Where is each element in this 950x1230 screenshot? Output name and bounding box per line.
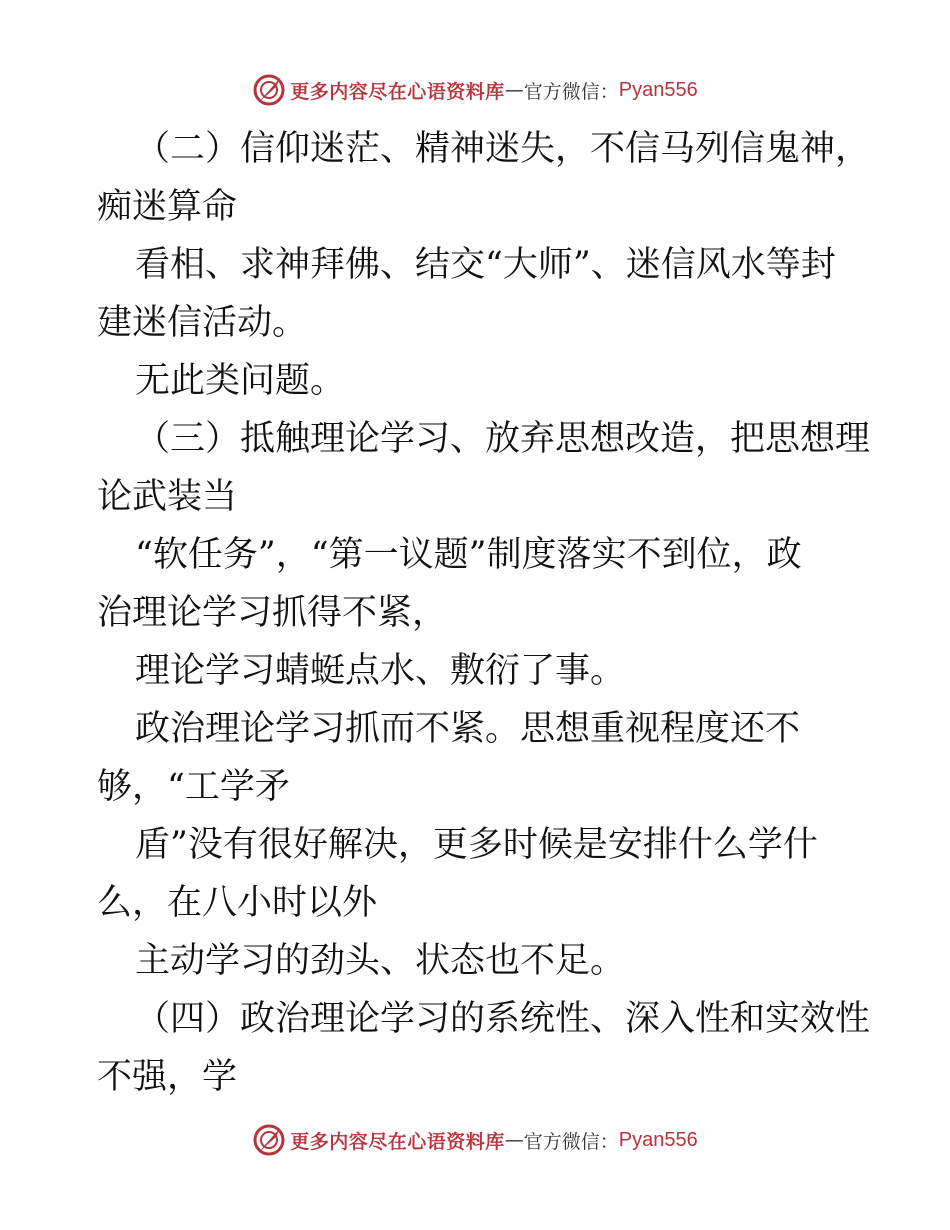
text-line: 不强，学	[97, 1057, 238, 1097]
watermark-wechat-label: 官方微信：	[523, 80, 619, 103]
text-line: 看相、求神拜佛、结交“大师”、迷信风水等封	[135, 245, 836, 285]
text-line: 无此类问题。	[135, 361, 346, 401]
text-line: “软任务”，“第一议题”制度落实不到位，政	[135, 535, 802, 575]
header-watermark	[0, 70, 950, 110]
text-line: 盾”没有很好解决，更多时候是安排什么学什	[135, 825, 818, 865]
text-line: （四）政治理论学习的系统性、深入性和实效性	[135, 999, 871, 1039]
text-line: （二）信仰迷茫、精神迷失，不信马列信鬼神，	[135, 129, 871, 169]
watermark-wechat-id: Pyan556	[618, 78, 698, 101]
text-line: 痴迷算命	[97, 187, 238, 227]
text-line: 够，“工学矛	[97, 767, 290, 807]
text-line: 么，在八小时以外	[97, 883, 378, 923]
text-line: 治理论学习抓得不紧，	[97, 593, 448, 633]
text-line: 主动学习的劲头、状态也不足。	[135, 941, 626, 981]
watermark-separator: —	[504, 79, 524, 101]
quill-seal-icon	[252, 73, 286, 107]
watermark-wechat-label: 官方微信：	[523, 1130, 619, 1153]
watermark-separator: —	[504, 1129, 524, 1151]
watermark-site-name: 更多内容尽在心语资料库	[290, 80, 505, 103]
watermark-wechat-id: Pyan556	[618, 1128, 698, 1151]
text-line: 理论学习蜻蜓点水、敷衍了事。	[135, 651, 626, 691]
text-line: 政治理论学习抓而不紧。思想重视程度还不	[135, 709, 801, 749]
text-line: 建迷信活动。	[97, 303, 308, 343]
text-line: 论武装当	[97, 477, 238, 517]
footer-watermark	[0, 1120, 950, 1160]
watermark-site-name: 更多内容尽在心语资料库	[290, 1130, 505, 1153]
text-line: （三）抵触理论学习、放弃思想改造，把思想理	[135, 419, 871, 459]
quill-seal-icon	[252, 1123, 286, 1157]
